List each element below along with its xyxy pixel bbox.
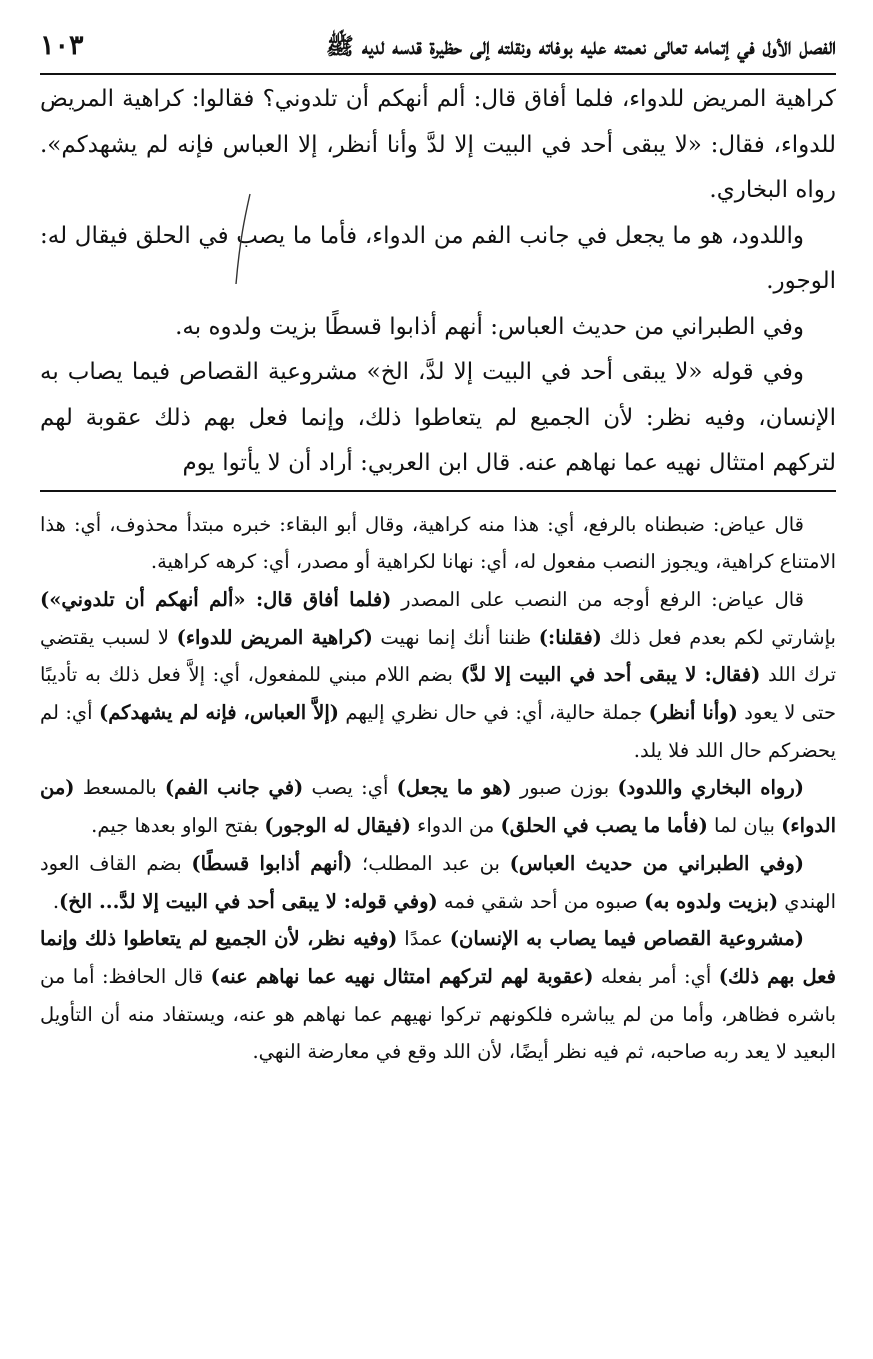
quoted-matn: (إلاَّ العباس، فإنه لم يشهدكم) bbox=[98, 701, 339, 725]
commentary-text: بيان لما bbox=[707, 814, 782, 838]
commentary-paragraph-1 bbox=[40, 506, 836, 581]
quoted-matn: (مشروعية القصاص فيما يصاب به الإنسان) bbox=[449, 927, 804, 951]
quoted-matn: (عقوبة لهم لتركهم امتثال نهيه عما نهاهم عنه) bbox=[210, 964, 594, 988]
commentary-text: أي: يصب bbox=[303, 776, 397, 800]
commentary-paragraph-2 bbox=[40, 581, 836, 770]
quoted-matn: (فأما ما يصب في الحلق) bbox=[500, 814, 708, 838]
running-header bbox=[40, 28, 836, 75]
commentary-text: بوزن صبور bbox=[511, 776, 618, 800]
quoted-matn: (كراهية المريض للدواء) bbox=[176, 625, 373, 649]
quoted-matn: (فقلنا:) bbox=[538, 625, 602, 649]
footnote-separator bbox=[40, 490, 836, 492]
main-paragraph-3: وفي الطبراني من حديث العباس: أنهم أذابوا قسطًا بزيت ولدوه به. bbox=[175, 313, 804, 340]
quoted-matn: (هو ما يجعل) bbox=[396, 776, 512, 800]
book-page bbox=[40, 28, 836, 1071]
commentary-text: قال عياض: ضبطناه بالرفع، أي: هذا منه كراهية، وقال أبو البقاء: خبره مبتدأ محذوف، أي: هذا الامتناع كراهية، ويجوز النصب مفعول له، أي: نهانا لكراهية أو مصدر، أي: كرهه كراهية. bbox=[40, 512, 836, 574]
commentary-text: أي: لم يحضركم حال اللد فلا يلد. bbox=[40, 701, 836, 762]
commentary-text: بالمسعط bbox=[74, 776, 165, 800]
commentary-paragraph-3 bbox=[40, 769, 836, 844]
quoted-matn: (فلما أفاق قال: «ألم أنهكم أن تلدوني») bbox=[40, 587, 392, 611]
commentary-paragraph-5 bbox=[40, 920, 836, 1071]
commentary-text: بن عبد المطلب؛ bbox=[352, 851, 510, 875]
commentary-text: بإشارتي لكم بعدم فعل ذلك bbox=[601, 625, 836, 649]
main-paragraph-2: واللدود، هو ما يجعل في جانب الفم من الدواء، فأما ما يصب في الحلق فيقال له: الوجور. bbox=[40, 222, 836, 294]
chapter-title: الفصل الأول في إتمامه تعالى نعمته عليه بوفاته ونقلته إلى حظيرة قدسه لديه ﷺ bbox=[326, 33, 836, 60]
commentary bbox=[40, 506, 836, 1072]
quoted-matn: (رواه البخاري واللدود) bbox=[617, 776, 804, 800]
commentary-text: عمدًا bbox=[397, 927, 450, 951]
commentary-text: جملة حالية، أي: في حال نظري إليهم bbox=[338, 701, 649, 725]
quoted-matn: (أنهم أذابوا قسطًا) bbox=[191, 851, 353, 875]
commentary-text: بفتح الواو بعدها جيم. bbox=[91, 814, 265, 838]
quoted-matn: (وفي الطبراني من حديث العباس) bbox=[509, 851, 804, 875]
quoted-matn: (في جانب الفم) bbox=[164, 776, 304, 800]
main-text bbox=[40, 77, 836, 487]
commentary-text: لا لسبب يقتضي ترك اللد bbox=[40, 625, 836, 687]
quoted-matn: (وفي قوله: لا يبقى أحد في البيت إلا لدَّ... الخ) bbox=[59, 889, 438, 913]
commentary-text: صبوه من أحد شقي فمه bbox=[437, 889, 645, 913]
commentary-text: بضم اللام مبني للمفعول، أي: إلاَّ فعل ذلك به تأديبًا حتى لا يعود bbox=[40, 663, 836, 725]
main-paragraph-4: وفي قوله «لا يبقى أحد في البيت إلا لدَّ، الخ» مشروعية القصاص فيما يصاب به الإنسان، وفيه نظر: لأن الجميع لم يتعاطوا ذلك، وإنما فعل بهم ذلك عقوبة لهم لتركهم امتثال نهيه عما نهاهم عنه. قال ابن العربي: أراد أن لا يأتوا يوم bbox=[40, 359, 836, 476]
quoted-matn: (بزيت ولدوه به) bbox=[644, 889, 779, 913]
quoted-matn: (فقال: لا يبقى أحد في البيت إلا لدَّ) bbox=[460, 663, 761, 687]
page-number: ١٠٣ bbox=[40, 30, 84, 61]
commentary-text: . bbox=[52, 889, 60, 913]
commentary-text: ظننا أنك إنما نهيت bbox=[372, 625, 539, 649]
commentary-text: أي: أمر بفعله bbox=[593, 964, 719, 988]
quoted-matn: (وفيه نظر، لأن الجميع لم يتعاطوا ذلك وإنما فعل بهم ذلك) bbox=[40, 927, 837, 988]
quoted-matn: (وأنا أنظر) bbox=[648, 701, 738, 725]
commentary-paragraph-4 bbox=[40, 845, 836, 920]
commentary-text: من الدواء bbox=[410, 814, 501, 838]
commentary-text: قال الحافظ: أما من باشره فظاهر، وأما من لم يباشره فلكونهم تركوا نهيهم عما نهاهم هو عنه، ويستفاد منه أن التأويل البعيد لا يعد ربه صاحبه، ثم فيه نظر أيضًا، لأن اللد وقع في معارضة النهي. bbox=[40, 964, 836, 1064]
main-paragraph-1: كراهية المريض للدواء، فلما أفاق قال: ألم أنهكم أن تلدوني؟ فقالوا: كراهية المريض للدواء، فقال: «لا يبقى أحد في البيت إلا لدَّ وأنا أنظر، إلا العباس فإنه لم يشهدكم». رواه البخاري. bbox=[40, 86, 836, 203]
quoted-matn: (فيقال له الوجور) bbox=[264, 814, 411, 838]
commentary-text: قال عياض: الرفع أوجه من النصب على المصدر bbox=[391, 587, 804, 611]
quoted-matn: (من الدواء) bbox=[40, 776, 836, 838]
commentary-text: بضم القاف العود الهندي bbox=[40, 851, 836, 913]
